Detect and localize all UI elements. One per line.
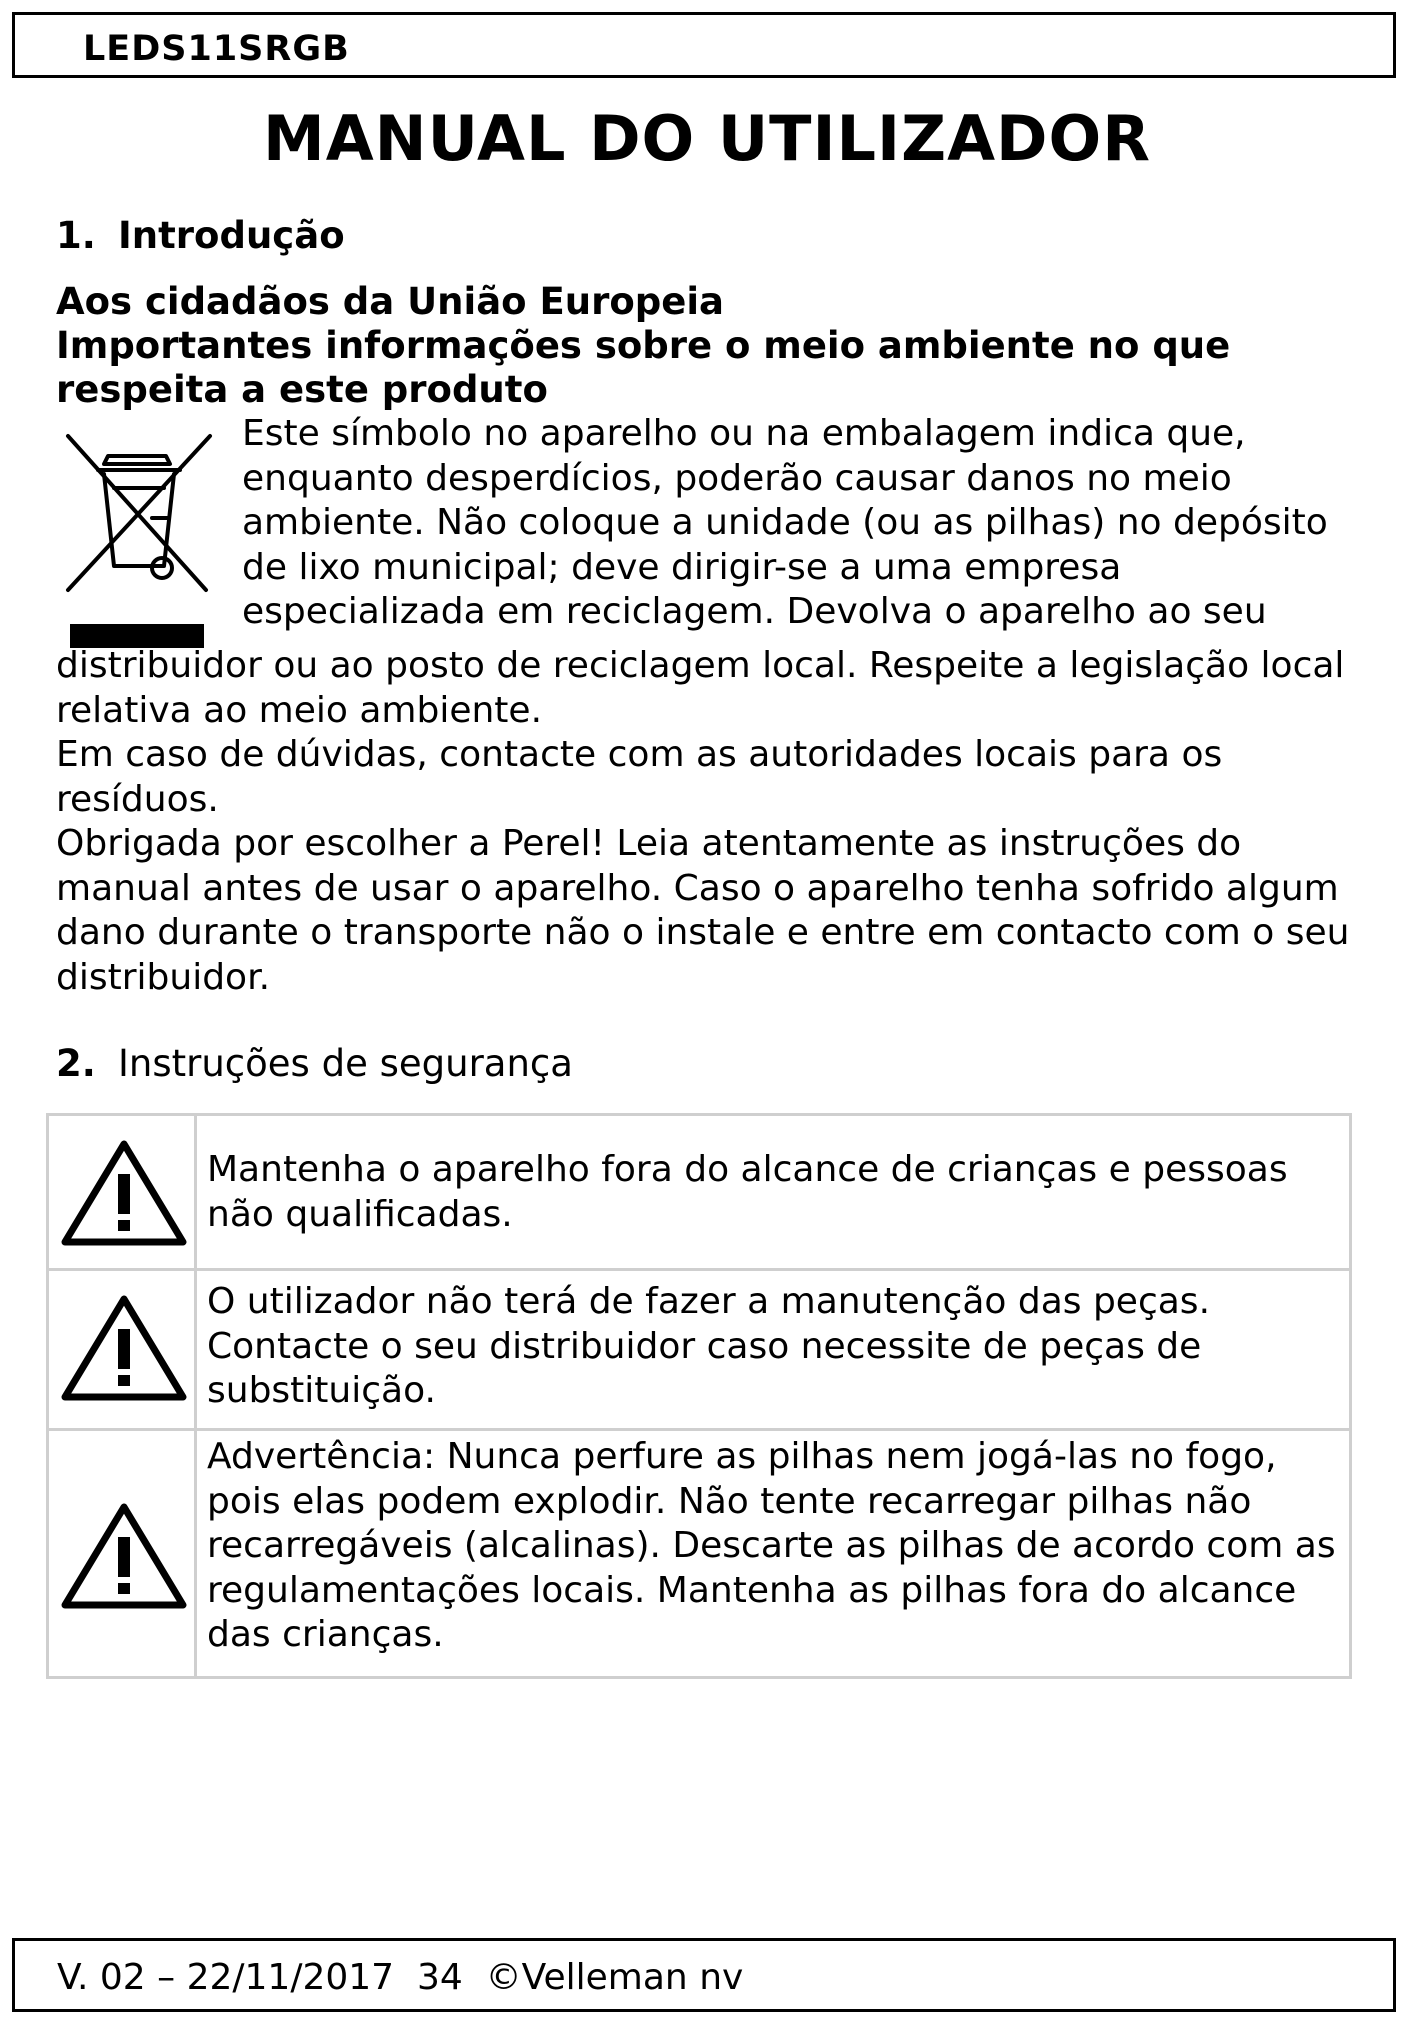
safety-row-text: Advertência: Nunca perfure as pilhas nem jogá-las no fogo, pois elas podem explodir. Não tente recarregar pilhas não recarregáveis (alcalinas). Descarte as pilhas de acordo com as regulamentações locais. Mantenha as pilhas fora do alcance das crianças. [207,1436,1336,1655]
safety-row-text: Mantenha o aparelho fora do alcance de crianças e pessoas não qualificadas. [207,1149,1288,1235]
weee-symbol-text: Este símbolo no aparelho ou na embalagem indica que, enquanto desperdícios, poderão causar danos no meio ambiente. Não coloque a unidade (ou as pilhas) no depósito de lixo municipal; deve dirigir-se a uma empresa especializada em reciclagem. Devolva o aparelho ao seu [242,413,1328,632]
safety-row-text: O utilizador não terá de fazer a manutenção das peças. Contacte o seu distribuidor caso necessite de peças de substituição. [207,1281,1211,1411]
safety-row [49,1116,1349,1271]
section-2-heading [56,1042,573,1085]
thanks-text: Obrigada por escolher a Perel! Leia atentamente as instruções do manual antes de usar o aparelho. Caso o aparelho tenha sofrido algum dano durante o transporte não o instale e entre em contacto com o seu distribuidor. [56,823,1350,998]
warning-triangle-icon [59,1138,189,1248]
safety-icon-cell [49,1271,197,1428]
section-2-number: 2. [56,1042,96,1085]
page-header [12,12,1396,78]
footer-page-number: 34 [416,1957,463,1998]
doubts-text: Em caso de dúvidas, contacte com as autoridades locais para os resíduos. [56,734,1223,820]
eu-heading-line2: Importantes informações sobre o meio ambiente no que respeita a este produto [56,324,1231,411]
section-1-number: 1. [56,214,96,257]
eu-heading [56,280,1376,412]
safety-row [49,1271,1349,1431]
section-1-title: Introdução [118,214,345,257]
warning-triangle-icon [59,1501,189,1611]
safety-row [49,1431,1349,1676]
weee-text-continued: distribuidor ou ao posto de reciclagem local. Respeite a legislação local relativa ao meio ambiente. [56,645,1345,731]
eu-heading-line1: Aos cidadãos da União Europeia [56,280,724,323]
footer-version: V. 02 [57,1957,146,1998]
document-title: MANUAL DO UTILIZADOR [263,102,1151,175]
page-footer [12,1938,1396,2012]
footer-copyright: ©Velleman nv [485,1957,744,1998]
safety-icon-cell [49,1431,197,1676]
footer-date: 22/11/2017 [186,1957,395,1998]
safety-table [46,1113,1352,1679]
crossed-out-wheelie-bin-icon [56,418,221,650]
safety-icon-cell [49,1116,197,1268]
section-1-heading [56,214,345,257]
model-number: LEDS11SRGB [83,29,350,69]
footer-text: V. 02 – 22/11/2017 34 ©Velleman nv [57,1957,744,1998]
section-2-title: Instruções de segurança [118,1042,573,1085]
warning-triangle-icon [59,1293,189,1403]
intro-paragraphs [56,644,1376,1000]
